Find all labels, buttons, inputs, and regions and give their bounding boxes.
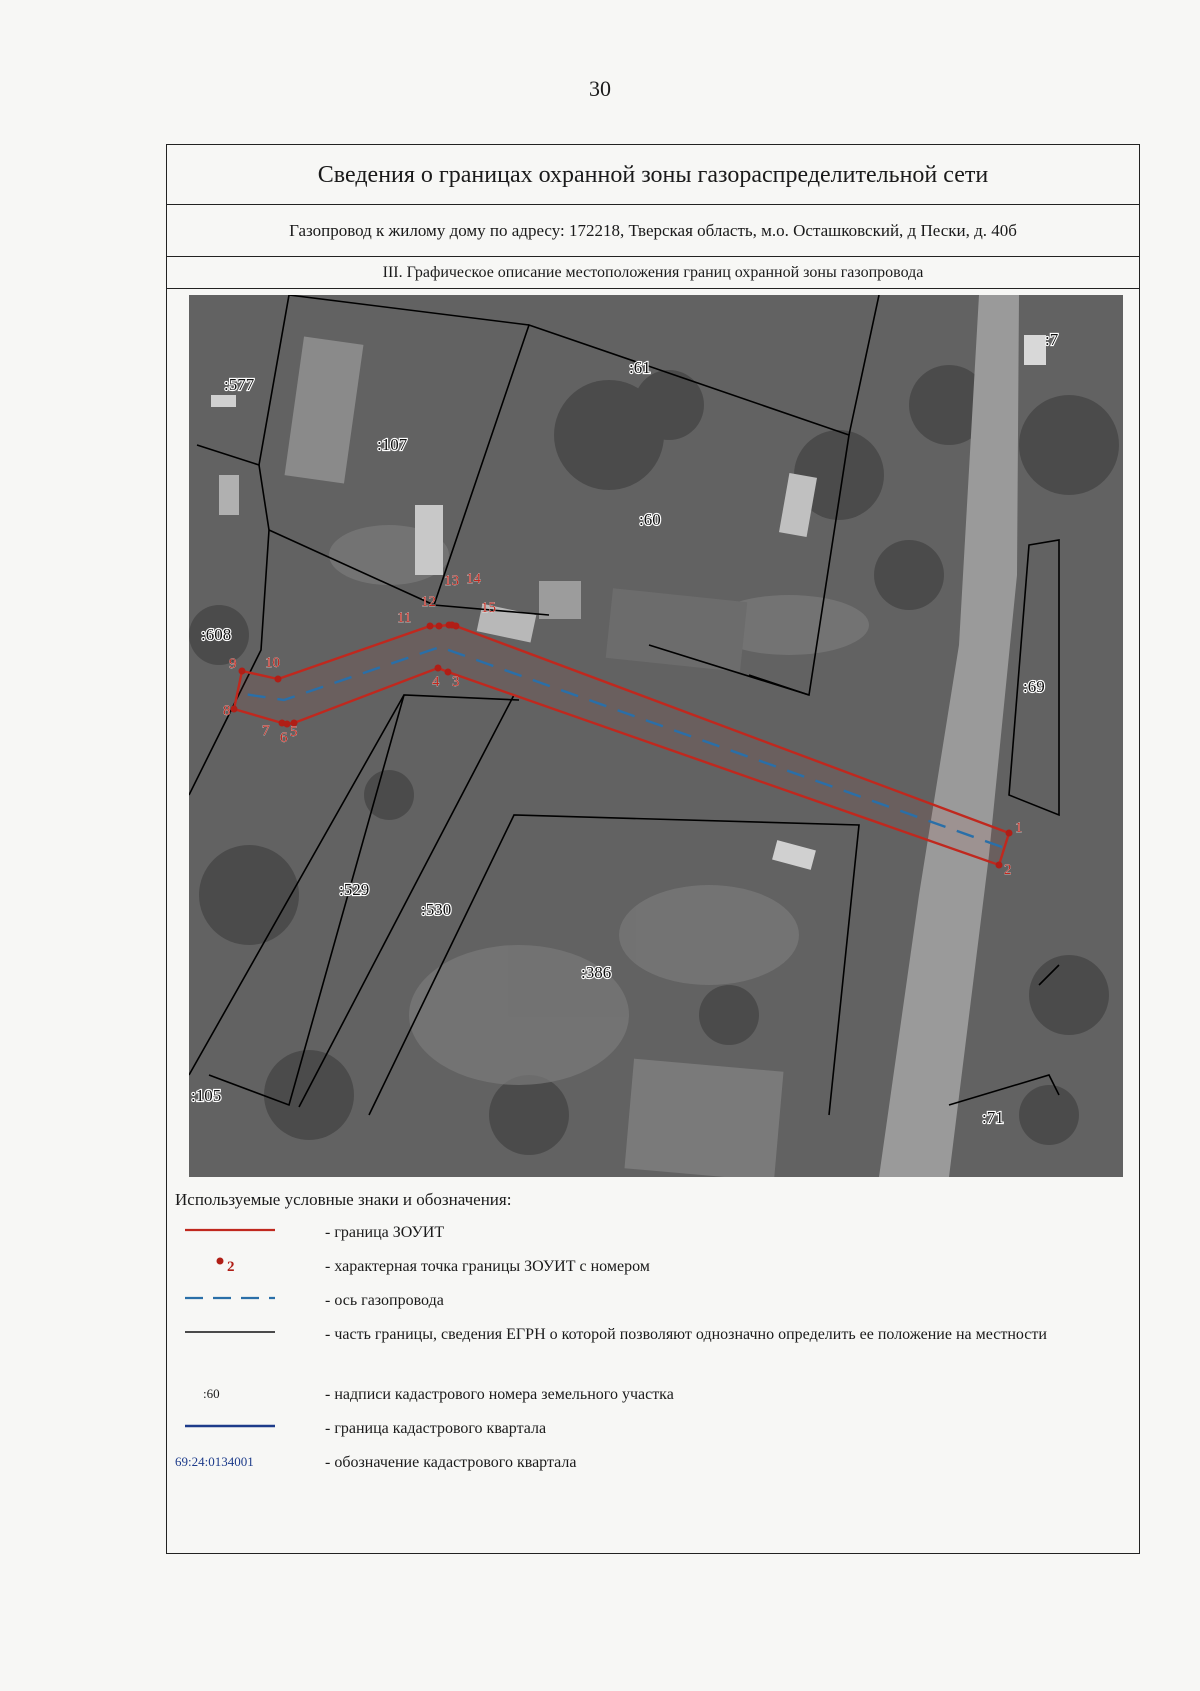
legend-item-quarter-label xyxy=(175,1450,1125,1484)
point-label-11: 11 xyxy=(397,610,412,626)
point-label-10: 10 xyxy=(265,655,280,671)
aerial-map xyxy=(189,295,1123,1177)
legend-item-parcel-boundary xyxy=(175,1322,1125,1382)
parcel-label-7: :7 xyxy=(1045,330,1059,349)
point-label-5: 5 xyxy=(290,724,298,740)
quarter-sample-label: 69:24:0134001 xyxy=(175,1454,254,1469)
point-label-4: 4 xyxy=(432,674,440,690)
legend-text: - обозначение кадастрового квартала xyxy=(325,1454,577,1471)
map-canvas xyxy=(189,295,1123,1177)
section-heading: III. Графическое описание местоположения границ охранной зоны газопровода xyxy=(167,257,1139,289)
legend-item-zone-boundary xyxy=(175,1220,1125,1254)
parcel-sample-label: :60 xyxy=(203,1386,220,1401)
parcel-label-61: :61 xyxy=(629,358,651,377)
point-label-13: 13 xyxy=(444,573,459,589)
dark-blue-line-symbol xyxy=(185,1416,285,1440)
legend-text: - надписи кадастрового номера земельного участка xyxy=(325,1386,674,1403)
red-point-symbol xyxy=(185,1254,285,1278)
legend xyxy=(175,1190,1125,1484)
red-line-symbol xyxy=(185,1220,285,1244)
parcel-label-386: :386 xyxy=(581,963,612,982)
legend-item-boundary-point xyxy=(175,1254,1125,1288)
legend-heading: Используемые условные знаки и обозначения: xyxy=(175,1190,512,1209)
legend-item-quarter-boundary xyxy=(175,1416,1125,1450)
parcel-label-69: :69 xyxy=(1023,677,1045,696)
point-label-8: 8 xyxy=(223,703,231,719)
legend-text: - ось газопровода xyxy=(325,1292,444,1309)
point-label-3: 3 xyxy=(452,674,460,690)
parcel-label-105: :105 xyxy=(191,1086,222,1105)
point-label-7: 7 xyxy=(262,723,270,739)
point-label-12: 12 xyxy=(421,594,436,610)
pipeline-address: Газопровод к жилому дому по адресу: 172218, Тверская область, м.о. Осташковский, д Пески, д. 40б xyxy=(167,205,1139,257)
document-title: Сведения о границах охранной зоны газораспределительной сети xyxy=(167,145,1139,205)
document-frame xyxy=(166,144,1140,1554)
page-number: 30 xyxy=(589,76,611,101)
point-label-9: 9 xyxy=(229,656,237,672)
blue-dashed-symbol xyxy=(185,1288,285,1312)
point-label-6: 6 xyxy=(280,730,288,746)
black-line-symbol xyxy=(185,1322,285,1346)
legend-text: - часть границы, сведения ЕГРН о которой позволяют однозначно определить ее положение на местности xyxy=(325,1326,1047,1343)
point-label-1: 1 xyxy=(1015,820,1023,836)
parcel-label-577: :577 xyxy=(224,375,255,394)
legend-text: - граница ЗОУИТ xyxy=(325,1224,445,1241)
parcel-label-530: :530 xyxy=(421,900,452,919)
legend-text: - характерная точка границы ЗОУИТ с номером xyxy=(325,1258,650,1275)
point-sample-label: 2 xyxy=(227,1259,235,1275)
legend-text: - граница кадастрового квартала xyxy=(325,1420,547,1437)
legend-item-pipeline-axis xyxy=(175,1288,1125,1322)
parcel-label-71: :71 xyxy=(982,1108,1004,1127)
point-label-14: 14 xyxy=(466,571,481,587)
parcel-label-107: :107 xyxy=(377,435,408,454)
point-label-2: 2 xyxy=(1004,862,1012,878)
parcel-label-60: :60 xyxy=(639,510,661,529)
legend-item-parcel-label xyxy=(175,1382,1125,1416)
parcel-label-529: :529 xyxy=(339,880,370,899)
point-label-15: 15 xyxy=(481,600,496,616)
parcel-label-608: :608 xyxy=(201,625,232,644)
